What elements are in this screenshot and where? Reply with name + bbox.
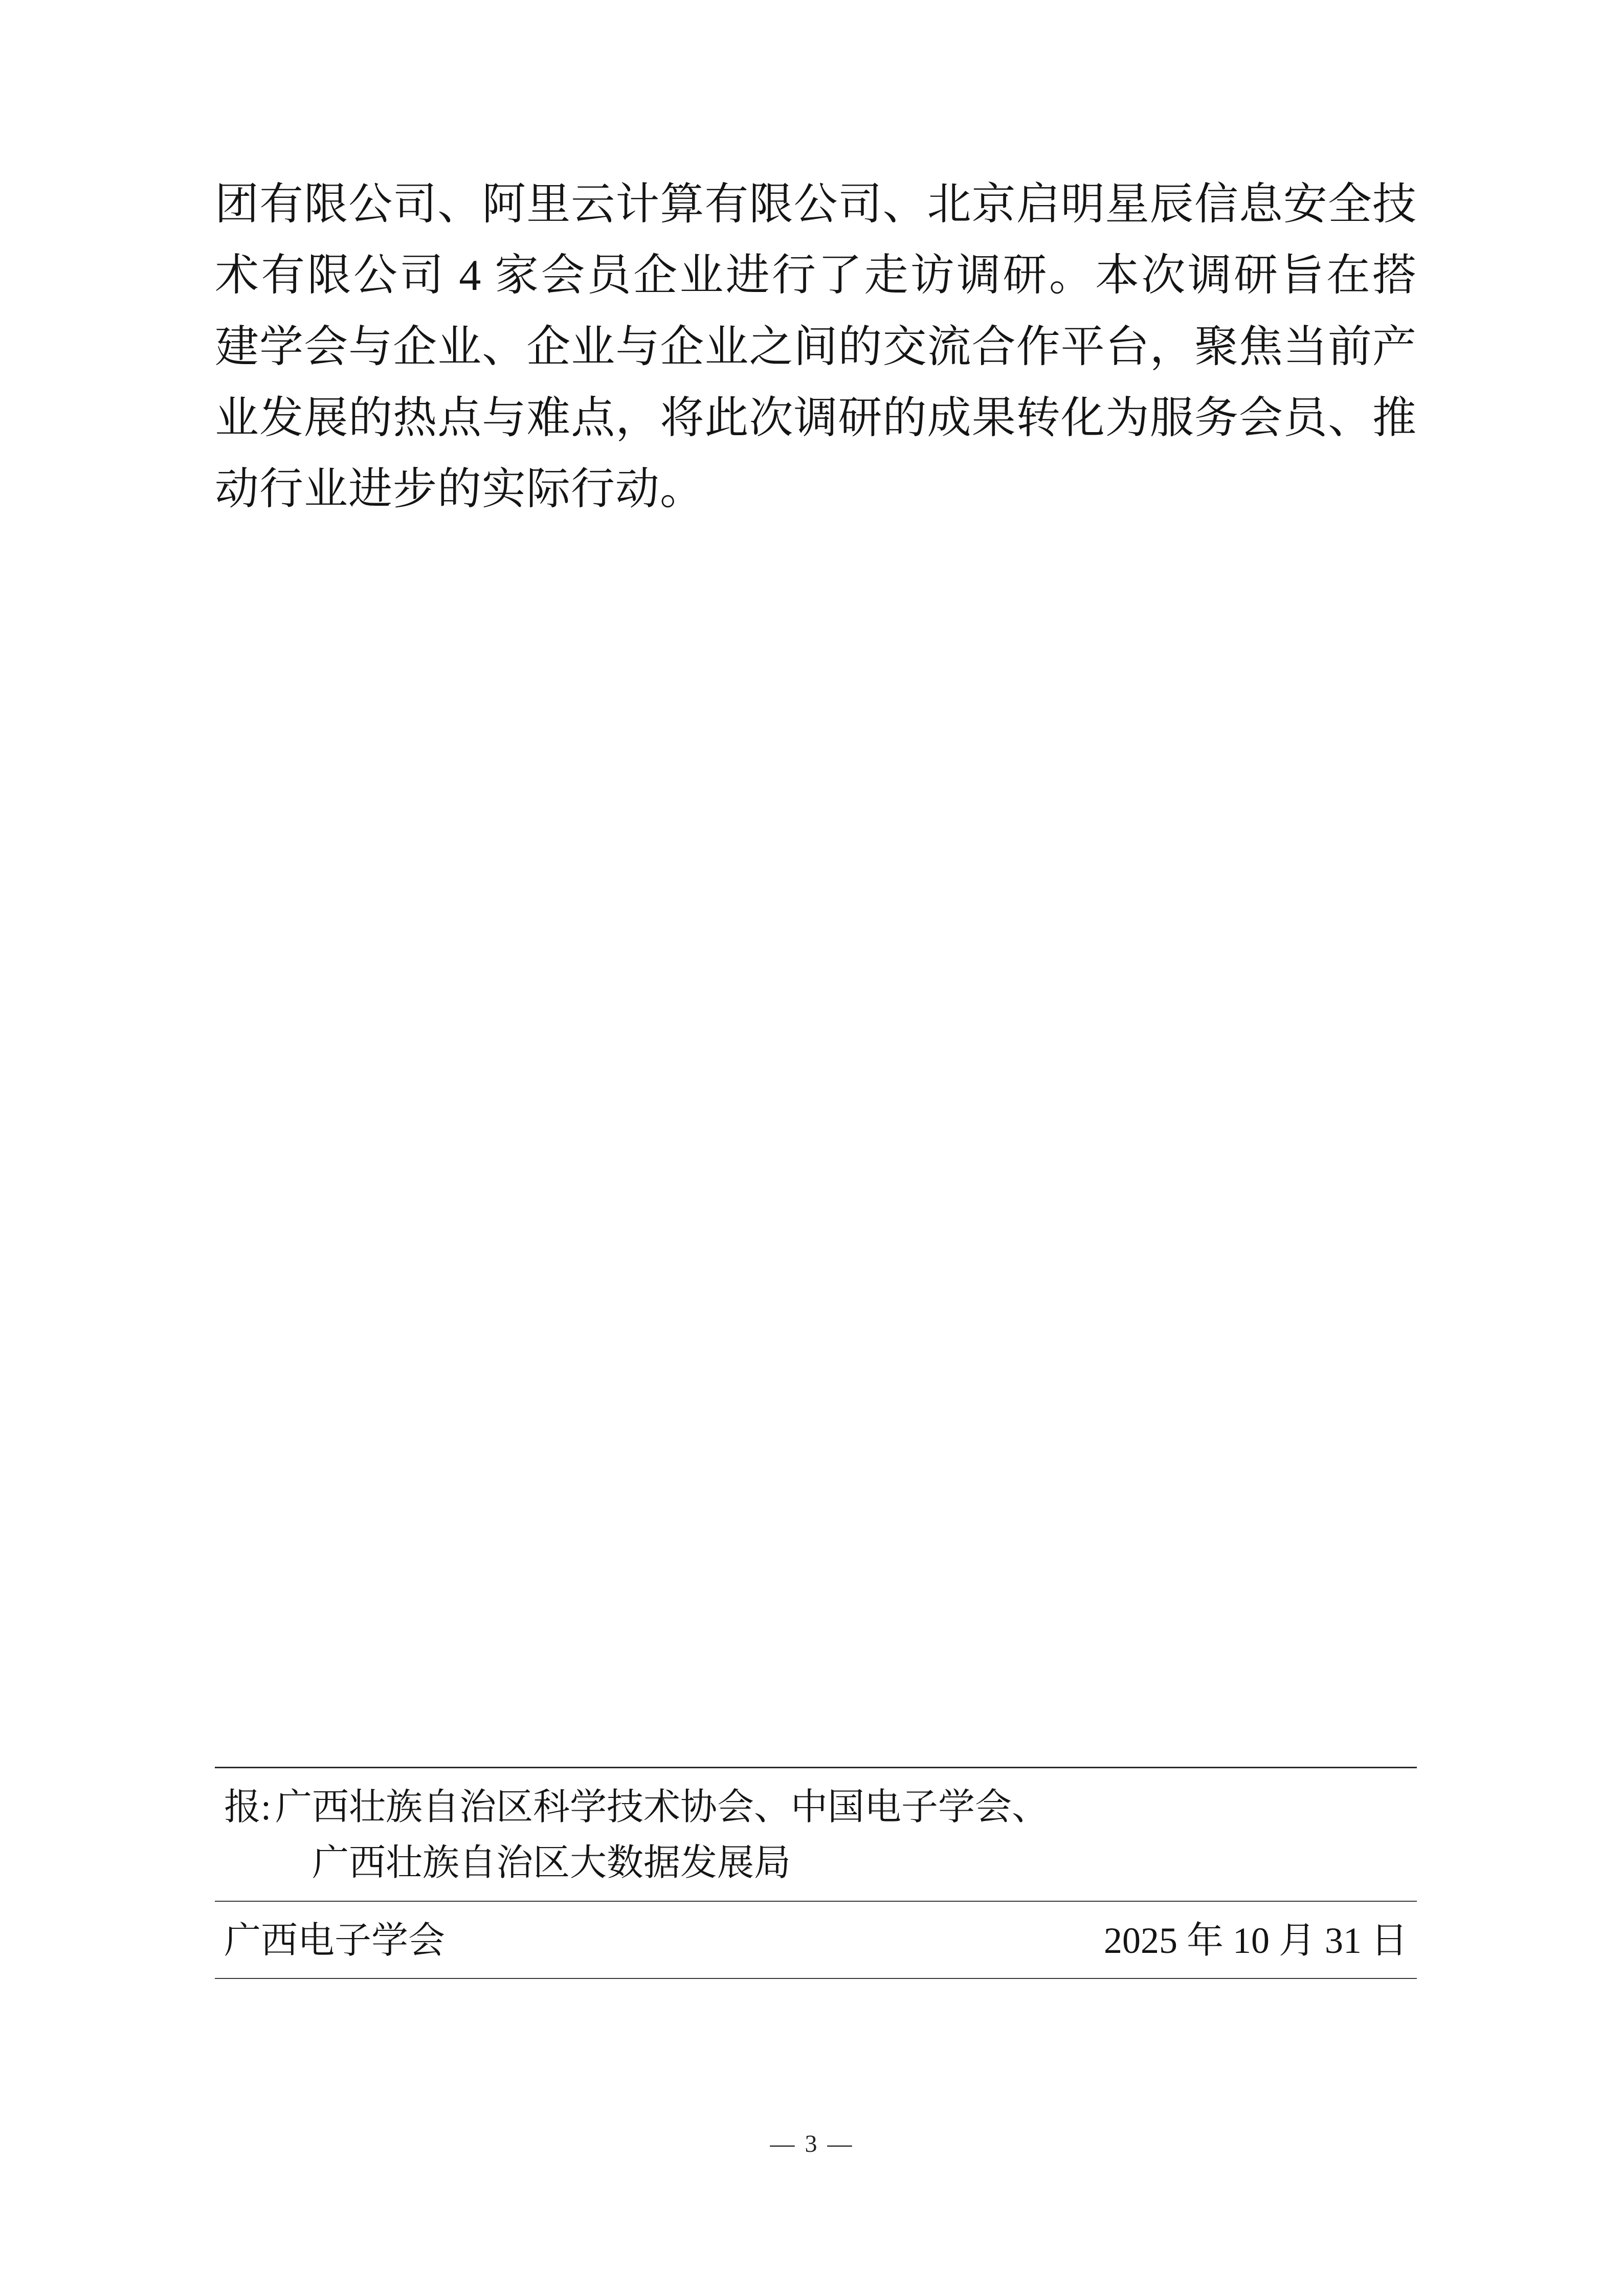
distribution-row-primary <box>215 1780 1417 1835</box>
distribution-row-secondary <box>215 1835 1417 1891</box>
page-number: — 3 — <box>770 2130 854 2157</box>
signature-row <box>215 1902 1417 1978</box>
issue-date: 2025 年 10 月 31 日 <box>1103 1920 1408 1961</box>
footer-bottom-divider <box>215 1978 1417 1979</box>
distribution-line-1: 广西壮族自治区科学技术协会、中国电子学会、 <box>275 1787 1049 1828</box>
body-paragraph: 团有限公司、阿里云计算有限公司、北京启明星辰信息安全技术有限公司 4 家会员企业进行了走访调研。本次调研旨在搭建学会与企业、企业与企业之间的交流合作平台，聚焦当前产业发展的热点与难点，将此次调研的成果转化为服务会员、推动行业进步的实际行动。 <box>215 179 1417 514</box>
distribution-block <box>215 1768 1417 1901</box>
distribution-label: 报: <box>224 1787 272 1828</box>
distribution-line-2: 广西壮族自治区大数据发展局 <box>312 1842 791 1884</box>
issuer-name: 广西电子学会 <box>224 1920 446 1961</box>
document-footer <box>215 1767 1417 1979</box>
document-body <box>215 169 1417 525</box>
